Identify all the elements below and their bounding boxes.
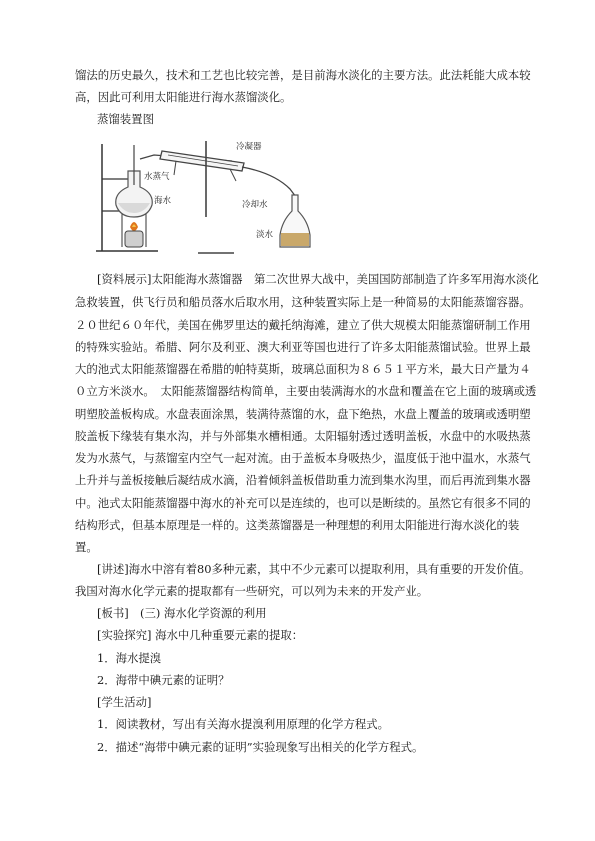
lecture-line: [讲述]海水中溶有着80多种元素，其中不少元素可以提取利用，具有重要的开发价值。 (97, 562, 531, 576)
solar-line: 的特殊实验站。希腊、阿尔及利亚、澳大利亚等国也进行了许多太阳能蒸馏试验。世界上最 (75, 340, 531, 354)
activity-item: 2．描述“海带中碘元素的证明”实验现象写出相关的化学方程式。 (97, 740, 424, 754)
solar-line: 置。 (75, 540, 98, 554)
distillation-apparatus-figure (94, 141, 321, 254)
alcohol-burner (125, 222, 143, 247)
explore-heading: [实验探究] 海水中几种重要元素的提取： (97, 628, 304, 642)
solar-line: ０立方米淡水。 太阳能蒸馏器结构简单，主要由装满海水的水盘和覆盖在它上面的玻璃或透 (75, 384, 537, 398)
intro-line: 馏法的历史最久，技术和工艺也比较完善，是目前海水淡化的主要方法。此法耗能大成本较 (75, 68, 531, 82)
solar-line: 中。池式太阳能蒸馏器中海水的补充可以是连续的，也可以是断续的。虽然它有很多不同的 (75, 496, 531, 510)
solar-line: 明塑胶盖板构成。水盘表面涂黑，装满待蒸馏的水，盘下绝热，水盘上覆盖的玻璃或透明塑 (75, 407, 531, 421)
label-vapor: 水蒸气 (144, 172, 170, 182)
lecture-line: 我国对海水化学元素的提取都有一些研究，可以列为未来的开发产业。 (75, 584, 429, 598)
solar-line: 急救装置，供飞行员和船员落水后取水用，这种装置实际上是一种简易的太阳能蒸馏容器。 (75, 295, 531, 309)
solar-line: 胶盖板下缘装有集水沟，并与外部集水槽相通。太阳辐射透过透明盖板，水盘中的水吸热蒸 (75, 429, 531, 443)
solar-line: 上升并与盖板接触后凝结成水滴，沿着倾斜盖板借助重力流到集水沟里，而后再流到集水器 (75, 473, 531, 487)
activity-heading: [学生活动] (97, 695, 152, 709)
label-fresh-water: 淡水 (256, 230, 274, 240)
solar-line: 结构形式，但基本原理是一样的。这类蒸馏器是一种理想的利用太阳能进行海水淡化的装 (75, 518, 520, 532)
activity-item: 1．阅读教材，写出有关海水提溴利用原理的化学方程式。 (97, 717, 390, 731)
label-condenser: 冷凝器 (236, 142, 262, 152)
condenser (160, 141, 244, 253)
solar-line: [资料展示]太阳能海水蒸馏器 第二次世界大战中，美国国防部制造了许多军用海水淡化 (97, 272, 539, 286)
explore-item: 1．海水提溴 (97, 651, 162, 665)
solar-line: ２０世纪６０年代，美国在佛罗里达的戴托纳海滩，建立了供大规模太阳能蒸馏研制工作用 (75, 318, 531, 332)
explore-item: 2．海带中碘元素的证明？ (97, 673, 230, 687)
label-seawater: 海水 (154, 196, 172, 206)
board-heading: [板书] (三) 海水化学资源的利用 (97, 606, 267, 620)
solar-line: 大的池式太阳能蒸馏器在希腊的帕特莫斯，玻璃总面积为８６５１平方米，最大日产量为４ (75, 362, 531, 376)
solar-line: 发为水蒸气，与蒸馏室内空气一起对流。由于盖板本身吸热少，温度低于池中温水，水蒸气 (75, 451, 531, 465)
intro-line: 高，因此可利用太阳能进行海水蒸馏淡化。 (75, 90, 292, 104)
receiving-flask (280, 195, 310, 247)
label-cooling-water: 冷却水 (242, 200, 268, 210)
figure-caption: 蒸馏装置图 (97, 112, 154, 126)
